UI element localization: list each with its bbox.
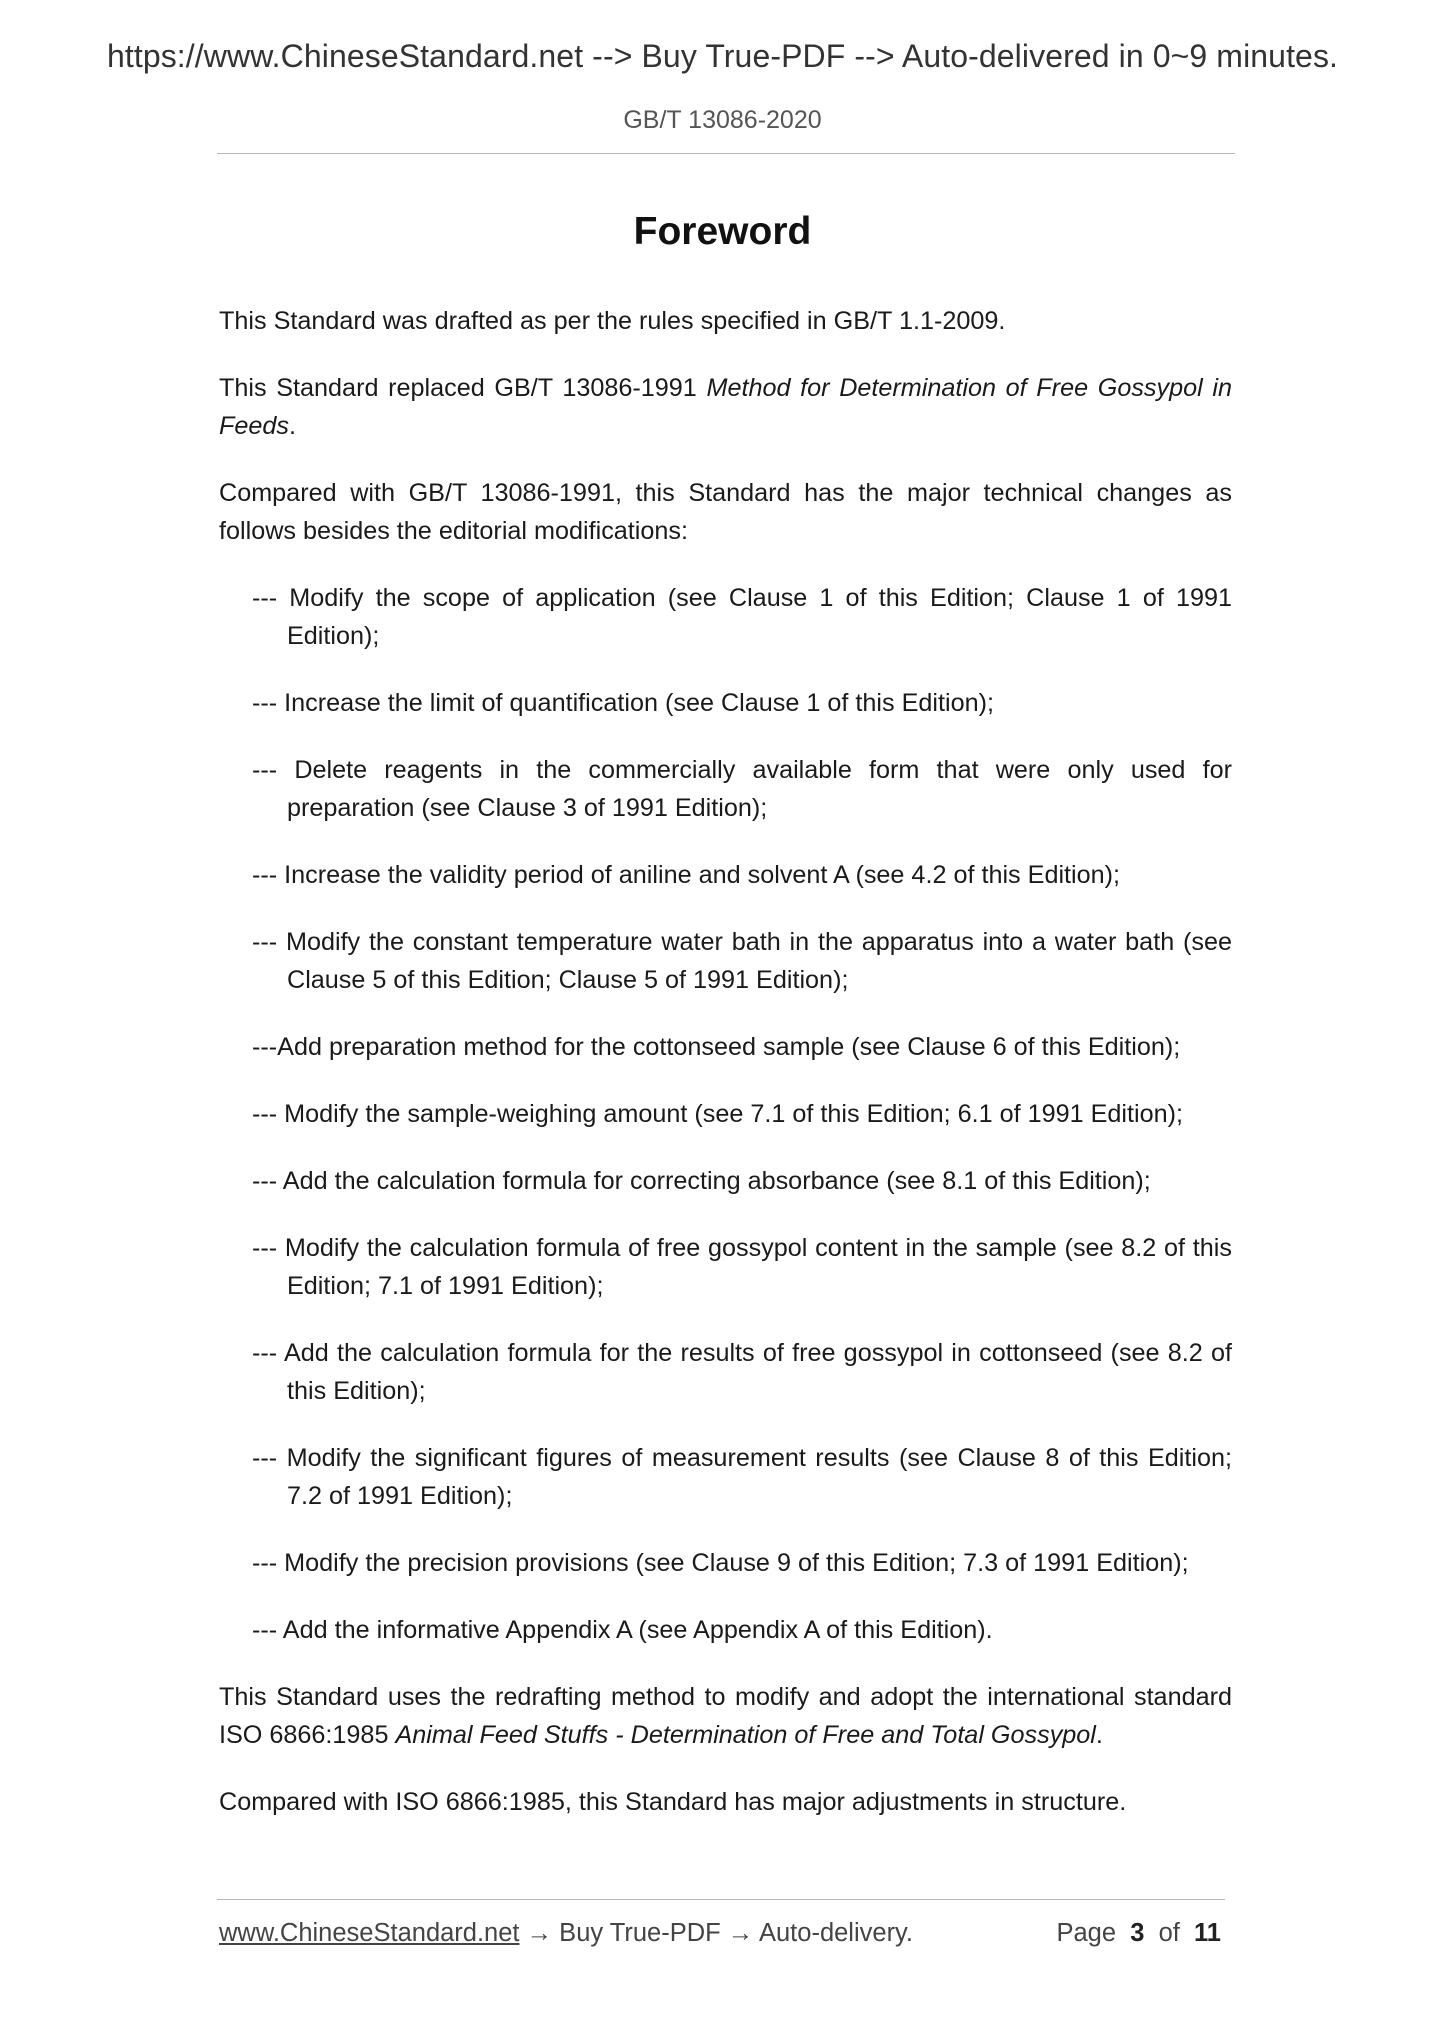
change-item: --- Add the informative Appendix A (see Appendix A of this Edition).	[252, 1616, 993, 1644]
change-item: --- Modify the sample-weighing amount (see 7.1 of this Edition; 6.1 of 1991 Edition);	[252, 1100, 1184, 1128]
document-code: GB/T 13086-2020	[623, 106, 822, 134]
paragraph-replacement	[219, 369, 1232, 445]
page-total: 11	[1194, 1919, 1221, 1947]
change-item: --- Increase the validity period of aniline and solvent A (see 4.2 of this Edition);	[252, 861, 1121, 889]
page-of: of	[1158, 1919, 1180, 1947]
footer-promo-text: → Buy True-PDF → Auto-delivery.	[519, 1919, 913, 1947]
paragraph-drafting-rules: This Standard was drafted as per the rules specified in GB/T 1.1-2009.	[219, 307, 1006, 335]
iso-adoption-text: This Standard uses the redrafting method to modify and adopt the international standard ISO 6866:1985	[219, 1683, 1232, 1749]
page-current: 3	[1130, 1919, 1145, 1947]
page-title: Foreword	[633, 210, 812, 253]
change-item: --- Modify the calculation formula of free gossypol content in the sample (see 8.2 of this Edition; 7.1 of 1991 Edition);	[252, 1234, 1232, 1300]
changes-list	[219, 579, 1232, 1649]
foreword-body	[219, 302, 1232, 1821]
paragraph-iso-adoption	[219, 1678, 1232, 1754]
header-divider	[217, 153, 1235, 154]
footer-divider	[217, 1899, 1225, 1900]
replacement-end: .	[289, 412, 297, 440]
replacement-text: This Standard replaced GB/T 13086-1991	[219, 374, 707, 402]
paragraph-changes-intro: Compared with GB/T 13086-1991, this Standard has the major technical changes as follows besides the editorial modifications:	[219, 479, 1232, 545]
paragraph-iso-comparison: Compared with ISO 6866:1985, this Standard has major adjustments in structure.	[219, 1788, 1127, 1816]
footer-website-link[interactable]: www.ChineseStandard.net	[219, 1919, 520, 1947]
change-item: --- Modify the precision provisions (see Clause 9 of this Edition; 7.3 of 1991 Edition);	[252, 1549, 1189, 1577]
page-label: Page	[1056, 1919, 1117, 1947]
change-item: --- Add the calculation formula for the results of free gossypol in cottonseed (see 8.2 of this Edition);	[252, 1339, 1232, 1405]
page-number	[1056, 1919, 1221, 1948]
change-item: ---Add preparation method for the cottonseed sample (see Clause 6 of this Edition);	[252, 1033, 1181, 1061]
iso-adoption-end: .	[1095, 1721, 1103, 1749]
change-item: --- Add the calculation formula for correcting absorbance (see 8.1 of this Edition);	[252, 1167, 1151, 1195]
change-item: --- Modify the scope of application (see Clause 1 of this Edition; Clause 1 of 1991 Edition);	[252, 584, 1232, 650]
replaced-standard-title: Method for Determination of Free Gossypol in Feeds	[219, 374, 1232, 440]
top-banner: https://www.ChineseStandard.net --> Buy True-PDF --> Auto-delivered in 0~9 minutes.	[106, 38, 1339, 74]
iso-standard-title: Animal Feed Stuffs - Determination of Free and Total Gossypol	[395, 1721, 1096, 1749]
page-footer	[219, 1919, 1221, 1948]
change-item: --- Increase the limit of quantification (see Clause 1 of this Edition);	[252, 689, 994, 717]
change-item: --- Modify the constant temperature water bath in the apparatus into a water bath (see Clause 5 of this Edition; Clause 5 of 1991 Edition);	[252, 928, 1232, 994]
change-item: --- Modify the significant figures of measurement results (see Clause 8 of this Edition; 7.2 of 1991 Edition);	[252, 1444, 1232, 1510]
change-item: --- Delete reagents in the commercially available form that were only used for preparation (see Clause 3 of 1991 Edition);	[252, 756, 1232, 822]
